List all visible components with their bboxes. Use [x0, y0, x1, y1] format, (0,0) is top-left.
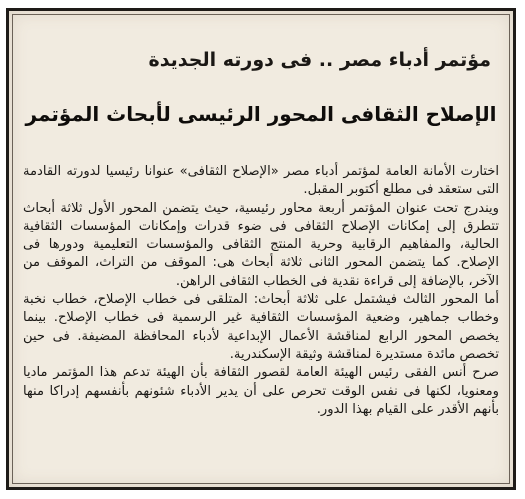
- newspaper-clipping: [6, 8, 516, 490]
- article-kicker: مؤتمر أدباء مصر .. فى دورته الجديدة: [148, 49, 491, 71]
- article-headline: الإصلاح الثقافى المحور الرئيسى لأبحاث المؤتمر: [25, 102, 497, 126]
- article-paragraph: أما المحور الثالث فيشتمل على ثلاثة أبحاث: المتلقى فى خطاب الإصلاح، خطاب نخبة وخطاب جماهير، وضعية المؤسسات الثقافية غير الرسمية فى خطاب الإصلاح. بينما يخصص المحور الرابع لمناقشة الأعمال الإبداعية لأدباء المحافظة المضيفة. فى حين تخصص مائدة مستديرة لمناقشة وثيقة الإسكندرية.: [23, 292, 499, 362]
- article-paragraph: صرح أنس الفقى رئيس الهيئة العامة لقصور الثقافة بأن الهيئة تدعم هذا المؤتمر ماديا ومعنويا، لكنها فى نفس الوقت تحرص على أن يدير الأدباء شئونهم بأنفسهم إدراكا منها بأنهم الأقدر على القيام بهذا الدور.: [23, 365, 499, 417]
- article-body: [23, 163, 499, 419]
- article-paragraph: ويندرج تحت عنوان المؤتمر أربعة محاور رئيسية، حيث يتضمن المحور الأول ثلاثة أبحاث تتطرق إلى إمكانات الإصلاح الثقافى فى ضوء قدرات وإمكانات المؤسسات الثقافية الحالية، والمفاهيم الرقابية وحرية المنتج الثقافى والمؤسسات التعليمية ودورها فى الإصلاح. كما يتضمن المحور الثانى ثلاثة أبحاث هى: الموقف من التراث، الموقف من الآخر، بالإضافة إلى قراءة نقدية فى الخطاب الثقافى الراهن.: [23, 200, 499, 289]
- article-paragraph: اختارت الأمانة العامة لمؤتمر أدباء مصر «الإصلاح الثقافى» عنوانا رئيسيا لدورته القادمة التى ستعقد فى مطلع أكتوبر المقبل.: [23, 164, 499, 198]
